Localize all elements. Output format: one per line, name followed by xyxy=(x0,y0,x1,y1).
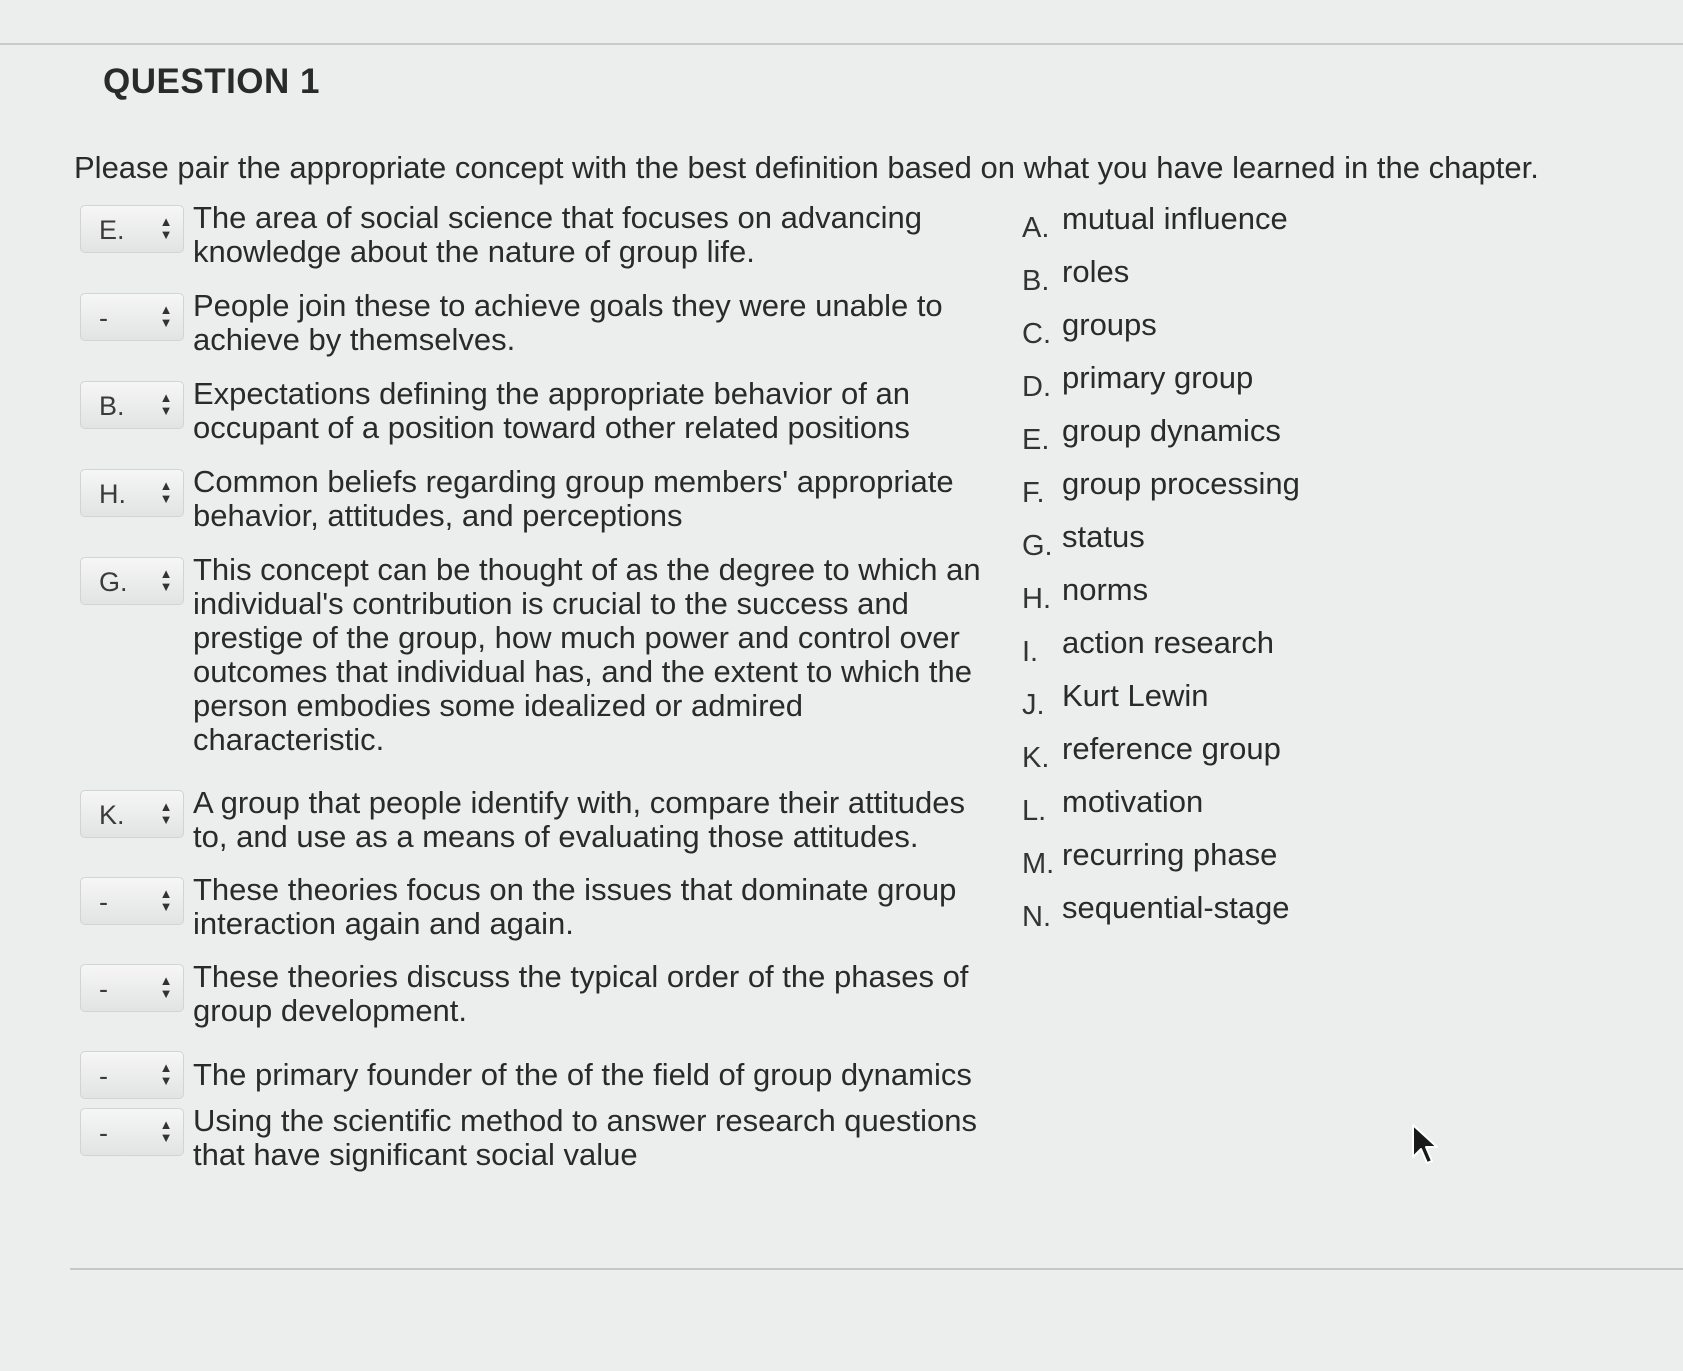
select-value: - xyxy=(99,1118,108,1148)
answer-select[interactable] xyxy=(80,1051,184,1099)
definition-text: The area of social science that focuses on advancing knowledge about the nature of group life. xyxy=(193,200,922,269)
definition-text: Common beliefs regarding group members' appropriate behavior, attitudes, and perceptions xyxy=(193,464,954,533)
option-item xyxy=(1022,413,1281,456)
option-letter: A. xyxy=(1022,212,1050,244)
option-letter: F. xyxy=(1022,477,1045,509)
option-item xyxy=(1022,254,1130,297)
option-text: recurring phase xyxy=(1062,837,1278,872)
option-text: sequential-stage xyxy=(1062,890,1290,925)
option-letter: G. xyxy=(1022,530,1053,562)
up-down-arrows-icon: ▲ ▼ xyxy=(159,478,173,506)
option-text: group dynamics xyxy=(1062,413,1281,448)
option-item xyxy=(1022,837,1278,880)
question-instructions: Please pair the appropriate concept with the best definition based on what you have learned in the chapter. xyxy=(74,150,1539,185)
answer-select[interactable] xyxy=(80,381,184,429)
option-letter: K. xyxy=(1022,742,1050,774)
option-text: status xyxy=(1062,519,1145,554)
definition-text: The primary founder of the of the field of group dynamics xyxy=(193,1057,972,1092)
question-title: QUESTION 1 xyxy=(103,62,320,101)
definition-text: People join these to achieve goals they were unable to achieve by themselves. xyxy=(193,288,943,357)
select-value: B. xyxy=(99,391,125,421)
option-letter: D. xyxy=(1022,371,1051,403)
select-value: H. xyxy=(99,479,126,509)
option-text: groups xyxy=(1062,307,1157,342)
select-value: E. xyxy=(99,215,125,245)
up-down-arrows-icon: ▲ ▼ xyxy=(159,390,173,418)
top-divider xyxy=(0,43,1683,45)
option-item xyxy=(1022,678,1209,721)
option-letter: C. xyxy=(1022,318,1051,350)
option-text: Kurt Lewin xyxy=(1062,678,1209,713)
answer-select[interactable] xyxy=(80,205,184,253)
up-down-arrows-icon: ▲ ▼ xyxy=(159,886,173,914)
select-value: - xyxy=(99,974,108,1004)
select-value: - xyxy=(99,1061,108,1091)
up-down-arrows-icon: ▲ ▼ xyxy=(159,1117,173,1145)
option-item xyxy=(1022,360,1254,403)
select-value: - xyxy=(99,887,108,917)
option-letter: B. xyxy=(1022,265,1050,297)
option-item xyxy=(1022,519,1145,562)
up-down-arrows-icon: ▲ ▼ xyxy=(159,799,173,827)
option-letter: I. xyxy=(1022,636,1039,668)
definition-text: Expectations defining the appropriate behavior of an occupant of a position toward other related positions xyxy=(193,376,910,445)
answer-select[interactable] xyxy=(80,1108,184,1156)
up-down-arrows-icon: ▲ ▼ xyxy=(159,973,173,1001)
definition-text: These theories focus on the issues that dominate group interaction again and again. xyxy=(193,872,957,941)
definition-text: These theories discuss the typical order of the phases of group development. xyxy=(193,959,969,1028)
bottom-divider xyxy=(70,1268,1683,1270)
option-item xyxy=(1022,890,1290,933)
option-item xyxy=(1022,784,1204,827)
select-value: G. xyxy=(99,567,128,597)
select-value: - xyxy=(99,303,108,333)
option-text: action research xyxy=(1062,625,1274,660)
option-text: mutual influence xyxy=(1062,201,1288,236)
option-letter: H. xyxy=(1022,583,1051,615)
option-text: group processing xyxy=(1062,466,1300,501)
option-text: reference group xyxy=(1062,731,1281,766)
option-text: primary group xyxy=(1062,360,1254,395)
option-item xyxy=(1022,572,1149,615)
answer-select[interactable] xyxy=(80,557,184,605)
option-letter: N. xyxy=(1022,901,1051,933)
option-item xyxy=(1022,625,1274,668)
option-letter: M. xyxy=(1022,848,1055,880)
answer-select[interactable] xyxy=(80,964,184,1012)
option-text: norms xyxy=(1062,572,1149,607)
up-down-arrows-icon: ▲ ▼ xyxy=(159,214,173,242)
option-letter: J. xyxy=(1022,689,1045,721)
select-value: K. xyxy=(99,800,125,830)
option-letter: L. xyxy=(1022,795,1047,827)
answer-select[interactable] xyxy=(80,877,184,925)
definition-text: Using the scientific method to answer research questions that have significant social value xyxy=(193,1103,978,1172)
option-text: motivation xyxy=(1062,784,1204,819)
up-down-arrows-icon: ▲ ▼ xyxy=(159,1060,173,1088)
definition-text: A group that people identify with, compare their attitudes to, and use as a means of evaluating those attitudes. xyxy=(193,785,966,854)
option-item xyxy=(1022,307,1157,350)
answer-select[interactable] xyxy=(80,790,184,838)
mouse-pointer-icon xyxy=(1411,1123,1441,1165)
option-item xyxy=(1022,731,1281,774)
answer-select[interactable] xyxy=(80,469,184,517)
option-item xyxy=(1022,201,1288,244)
up-down-arrows-icon: ▲ ▼ xyxy=(159,302,173,330)
option-letter: E. xyxy=(1022,424,1050,456)
answer-select[interactable] xyxy=(80,293,184,341)
up-down-arrows-icon: ▲ ▼ xyxy=(159,566,173,594)
definition-text: This concept can be thought of as the degree to which an individual's contribution is crucial to the success and prestige of the group, how much power and control over outcomes that individual has, and the extent to which the person embodies some idealized or admired characteristic. xyxy=(193,552,981,757)
option-text: roles xyxy=(1062,254,1130,289)
option-item xyxy=(1022,466,1300,509)
